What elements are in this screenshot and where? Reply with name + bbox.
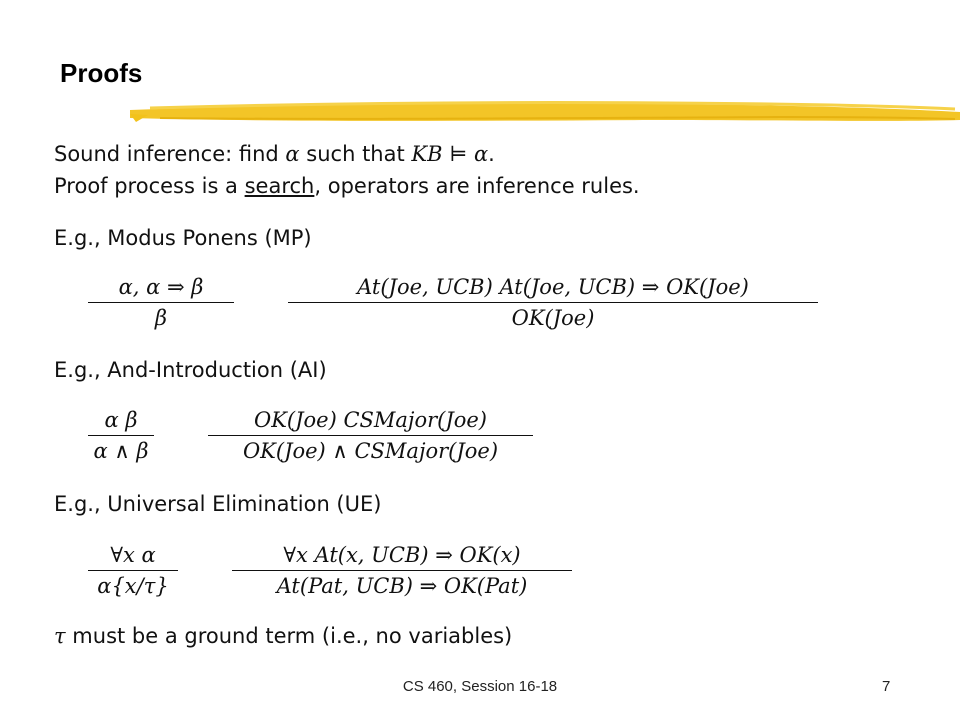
- ue-rule-premise: ∀x α: [110, 543, 156, 567]
- alpha-symbol-2: α: [473, 142, 489, 166]
- intro-period: .: [488, 142, 495, 166]
- ai-rule-conclusion: α ∧ β: [93, 439, 149, 464]
- ue-example-premise: ∀x At(x, UCB) ⇒ OK(x): [283, 543, 521, 567]
- mp-example-premises: At(Joe, UCB) At(Joe, UCB) ⇒ OK(Joe): [357, 275, 749, 299]
- ai-example-premises: OK(Joe) CSMajor(Joe): [254, 408, 487, 432]
- ue-rule: [88, 540, 178, 601]
- ue-heading: E.g., Universal Elimination (UE): [54, 492, 382, 516]
- intro-line-2: [54, 174, 640, 198]
- search-term: search: [244, 174, 315, 198]
- ue-rule-conclusion: α{x/τ}: [97, 574, 169, 599]
- ground-term-text: must be a ground term (i.e., no variables): [65, 624, 513, 648]
- mp-rule-premises: α, α ⇒ β: [118, 275, 204, 299]
- ai-rule: [88, 405, 154, 466]
- kb-symbol: KB: [411, 142, 443, 166]
- entails-symbol: ⊨: [442, 142, 474, 166]
- intro-line2-text-b: , operators are inference rules.: [314, 174, 640, 198]
- mp-heading: E.g., Modus Ponens (MP): [54, 226, 312, 250]
- mp-example-conclusion: OK(Joe): [511, 306, 595, 331]
- intro-text-a: Sound inference: find: [54, 142, 286, 166]
- ai-example: [208, 405, 533, 466]
- mp-rule-conclusion: β: [154, 306, 168, 331]
- mp-rule: [88, 272, 234, 333]
- highlight-brush-stroke: [130, 96, 960, 136]
- ground-term-note: [54, 624, 512, 648]
- intro-line-1: [54, 142, 495, 166]
- ai-heading: E.g., And-Introduction (AI): [54, 358, 327, 382]
- alpha-symbol: α: [285, 142, 300, 166]
- intro-line2-text-a: Proof process is a: [54, 174, 245, 198]
- ai-rule-premises: α β: [104, 408, 138, 432]
- ai-example-conclusion: OK(Joe) ∧ CSMajor(Joe): [242, 439, 499, 464]
- slide-footer: CS 460, Session 16-18: [402, 678, 558, 695]
- slide-title: Proofs: [60, 58, 143, 88]
- intro-text-b: such that: [299, 142, 412, 166]
- page-number: 7: [882, 678, 891, 695]
- ue-example-conclusion: At(Pat, UCB) ⇒ OK(Pat): [276, 574, 528, 599]
- ue-example: [232, 540, 572, 601]
- mp-example: [288, 272, 818, 333]
- tau-symbol: τ: [54, 624, 66, 648]
